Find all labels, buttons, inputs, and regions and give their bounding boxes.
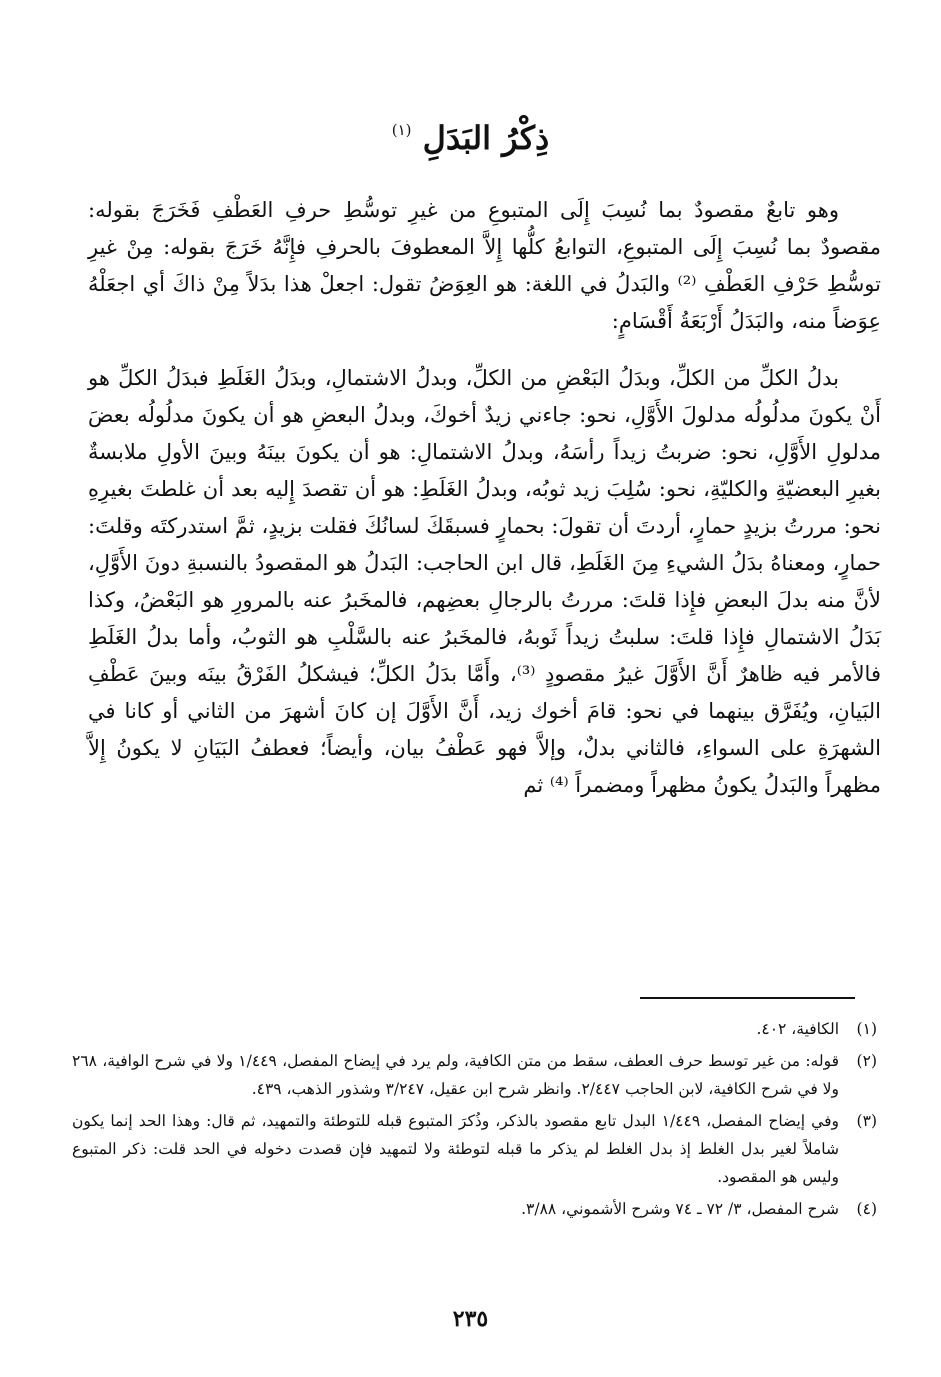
footnote-number: (٢)	[856, 1052, 877, 1070]
footnote-text: قوله: من غير توسط حرف العطف، سقط من متن الكافية، ولم يرد في إيضاح المفصل، ١/٤٤٩ ولا في شرح الوافية، ٢٦٨ ولا في شرح الكافية، لابن الحاجب ٢/٤٤٧. وانظر شرح ابن عقيل، ٣/٢٤٧ وشذور الذهب، ٤٣٩.	[72, 1052, 840, 1098]
footnote-separator	[640, 997, 855, 999]
heading-footnote-ref: (١)	[391, 121, 412, 139]
footnote-number: (١)	[856, 1020, 877, 1038]
footnote-3	[72, 1107, 877, 1191]
paragraph-types: بدلُ الكلِّ من الكلِّ، وبدَلُ البَعْضِ من الكلِّ، وبدلُ الاشتمالِ، وبدَلُ الغَلَطِ فبدَلُ الكلِّ هو أَنْ يكونَ مدلُولُه مدلولَ الأَوَّلِ، نحو: جاءني زيدٌ أخوكَ، وبدلُ البعضِ هو أن يكونَ مدلُولُه بعضَ مدلولِ الأَوَّلِ، نحو: ضربتُ زيداً رأسَهُ، وبدلُ الاشتمالِ: هو أن يكونَ بينَهُ وبينَ الأولِ ملابسةٌ بغيرِ البعضيّةِ والكليّةِ، نحو: سُلِبَ زيد ثوبُه، وبدلُ الغَلَطِ: هو أن تقصدَ إِليه بعد أن غلطتَ بغيرِهِ نحو: مررتُ بزيدٍ حمارٍ، أردتَ أن تقولَ: بحمارٍ فسبقَكَ لسانُكَ فقلت بزيدٍ، ثمَّ استدركتَه وقلتَ: حمارٍ، ومعناهُ بدَلُ الشيءِ مِنَ الغَلَطِ، قال ابن الحاجب: البَدلُ هو المقصودُ بالنسبةِ دونَ الأَوَّلِ، لأنَّ منه بدلَ البعضِ فإِذا قلتَ: مررتُ بالرجالِ بعضِهم، فالمخَبرُ عنه بالمرورِ هو البَعْضُ، وكذا بَدَلُ الاشتمالِ فإِذا قلتَ: سلبتُ زيداً ثَوبهُ، فالمخَبرُ عنه بالسَّلْبِ هو الثوبُ، وأما بدلُ الغَلَطِ فالأمر فيه ظاهرٌ أَنَّ الأَوَّلَ غيرُ مقصودٍ ⁽³⁾، وأَمَّا بدَلُ الكلِّ؛ فيشكلُ الفَرْقُ بينَه وبينَ عَطْفِ البَيانِ، ويُفَرَّق بينهما في نحو: قامَ أخوك زيد، أَنَّ الأَوَّلَ إن كانَ أشهرَ من الثاني أو كانا في الشهرَةِ على السواءِ، فالثاني بدلٌ، وإلاَّ فهو عَطْفُ بيان، وأيضاً؛ فعطفُ البَيَانِ لا يكونُ إِلاَّ مظهراً والبَدلُ يكونُ مظهراً ومضمراً ⁽⁴⁾ ثم	[88, 366, 881, 797]
paragraph-intro: وهو تابعٌ مقصودٌ بما نُسِبَ إِلَى المتبوعِ من غيرِ توسُّطِ حرفِ العَطْفِ فَخَرَجَ بقوله: مقصودٌ بما نُسِبَ إِلَى المتبوعِ، التوابعُ كلُّها إِلاَّ المعطوفَ بالحرفِ فإِنَّهُ خَرَجَ بقوله: مِنْ غيرِ توسُّطِ حَرْفِ العَطْفِ ⁽²⁾ والبَدلُ في اللغة: هو العِوَضُ تقول: اجعلْ هذا بدَلاً مِنْ ذاكَ أي اجعَلْهُ عِوَضاً منه، والبَدَلُ أَرْبَعَةُ أَقْسَامٍ:	[88, 198, 881, 333]
footnote-number: (٤)	[856, 1200, 877, 1218]
footnotes	[72, 1015, 877, 1223]
heading-title: ذِكْرُ البَدَلِ	[422, 119, 550, 157]
body-text	[88, 192, 881, 804]
page-number: ٢٣٥	[452, 1306, 489, 1332]
section-heading	[0, 108, 941, 160]
footnote-2	[72, 1047, 877, 1103]
footnote-1	[72, 1015, 877, 1043]
footnote-text: شرح المفصل، ٣/ ٧٢ ـ ٧٤ وشرح الأشموني، ٣/٨٨.	[521, 1200, 839, 1218]
footnote-4	[72, 1195, 877, 1223]
footnote-text: الكافية، ٤٠٢.	[756, 1020, 839, 1038]
footnote-number: (٣)	[856, 1112, 877, 1130]
footnote-text: وفي إيضاح المفصل، ١/٤٤٩ البدل تابع مقصود بالذكر، وذُكرَ المتبوع قبله للتوطئة والتمهيد، ثم قال: وهذا الحد إنما يكون شاملاً لغير بدل الغلط إذ بدل الغلط لم يذكر ما قبله لتوطئة ولا لتمهيد فإن قصدت دخوله في الحد قلت: ذكر المتبوع وليس هو المقصود.	[72, 1112, 839, 1186]
